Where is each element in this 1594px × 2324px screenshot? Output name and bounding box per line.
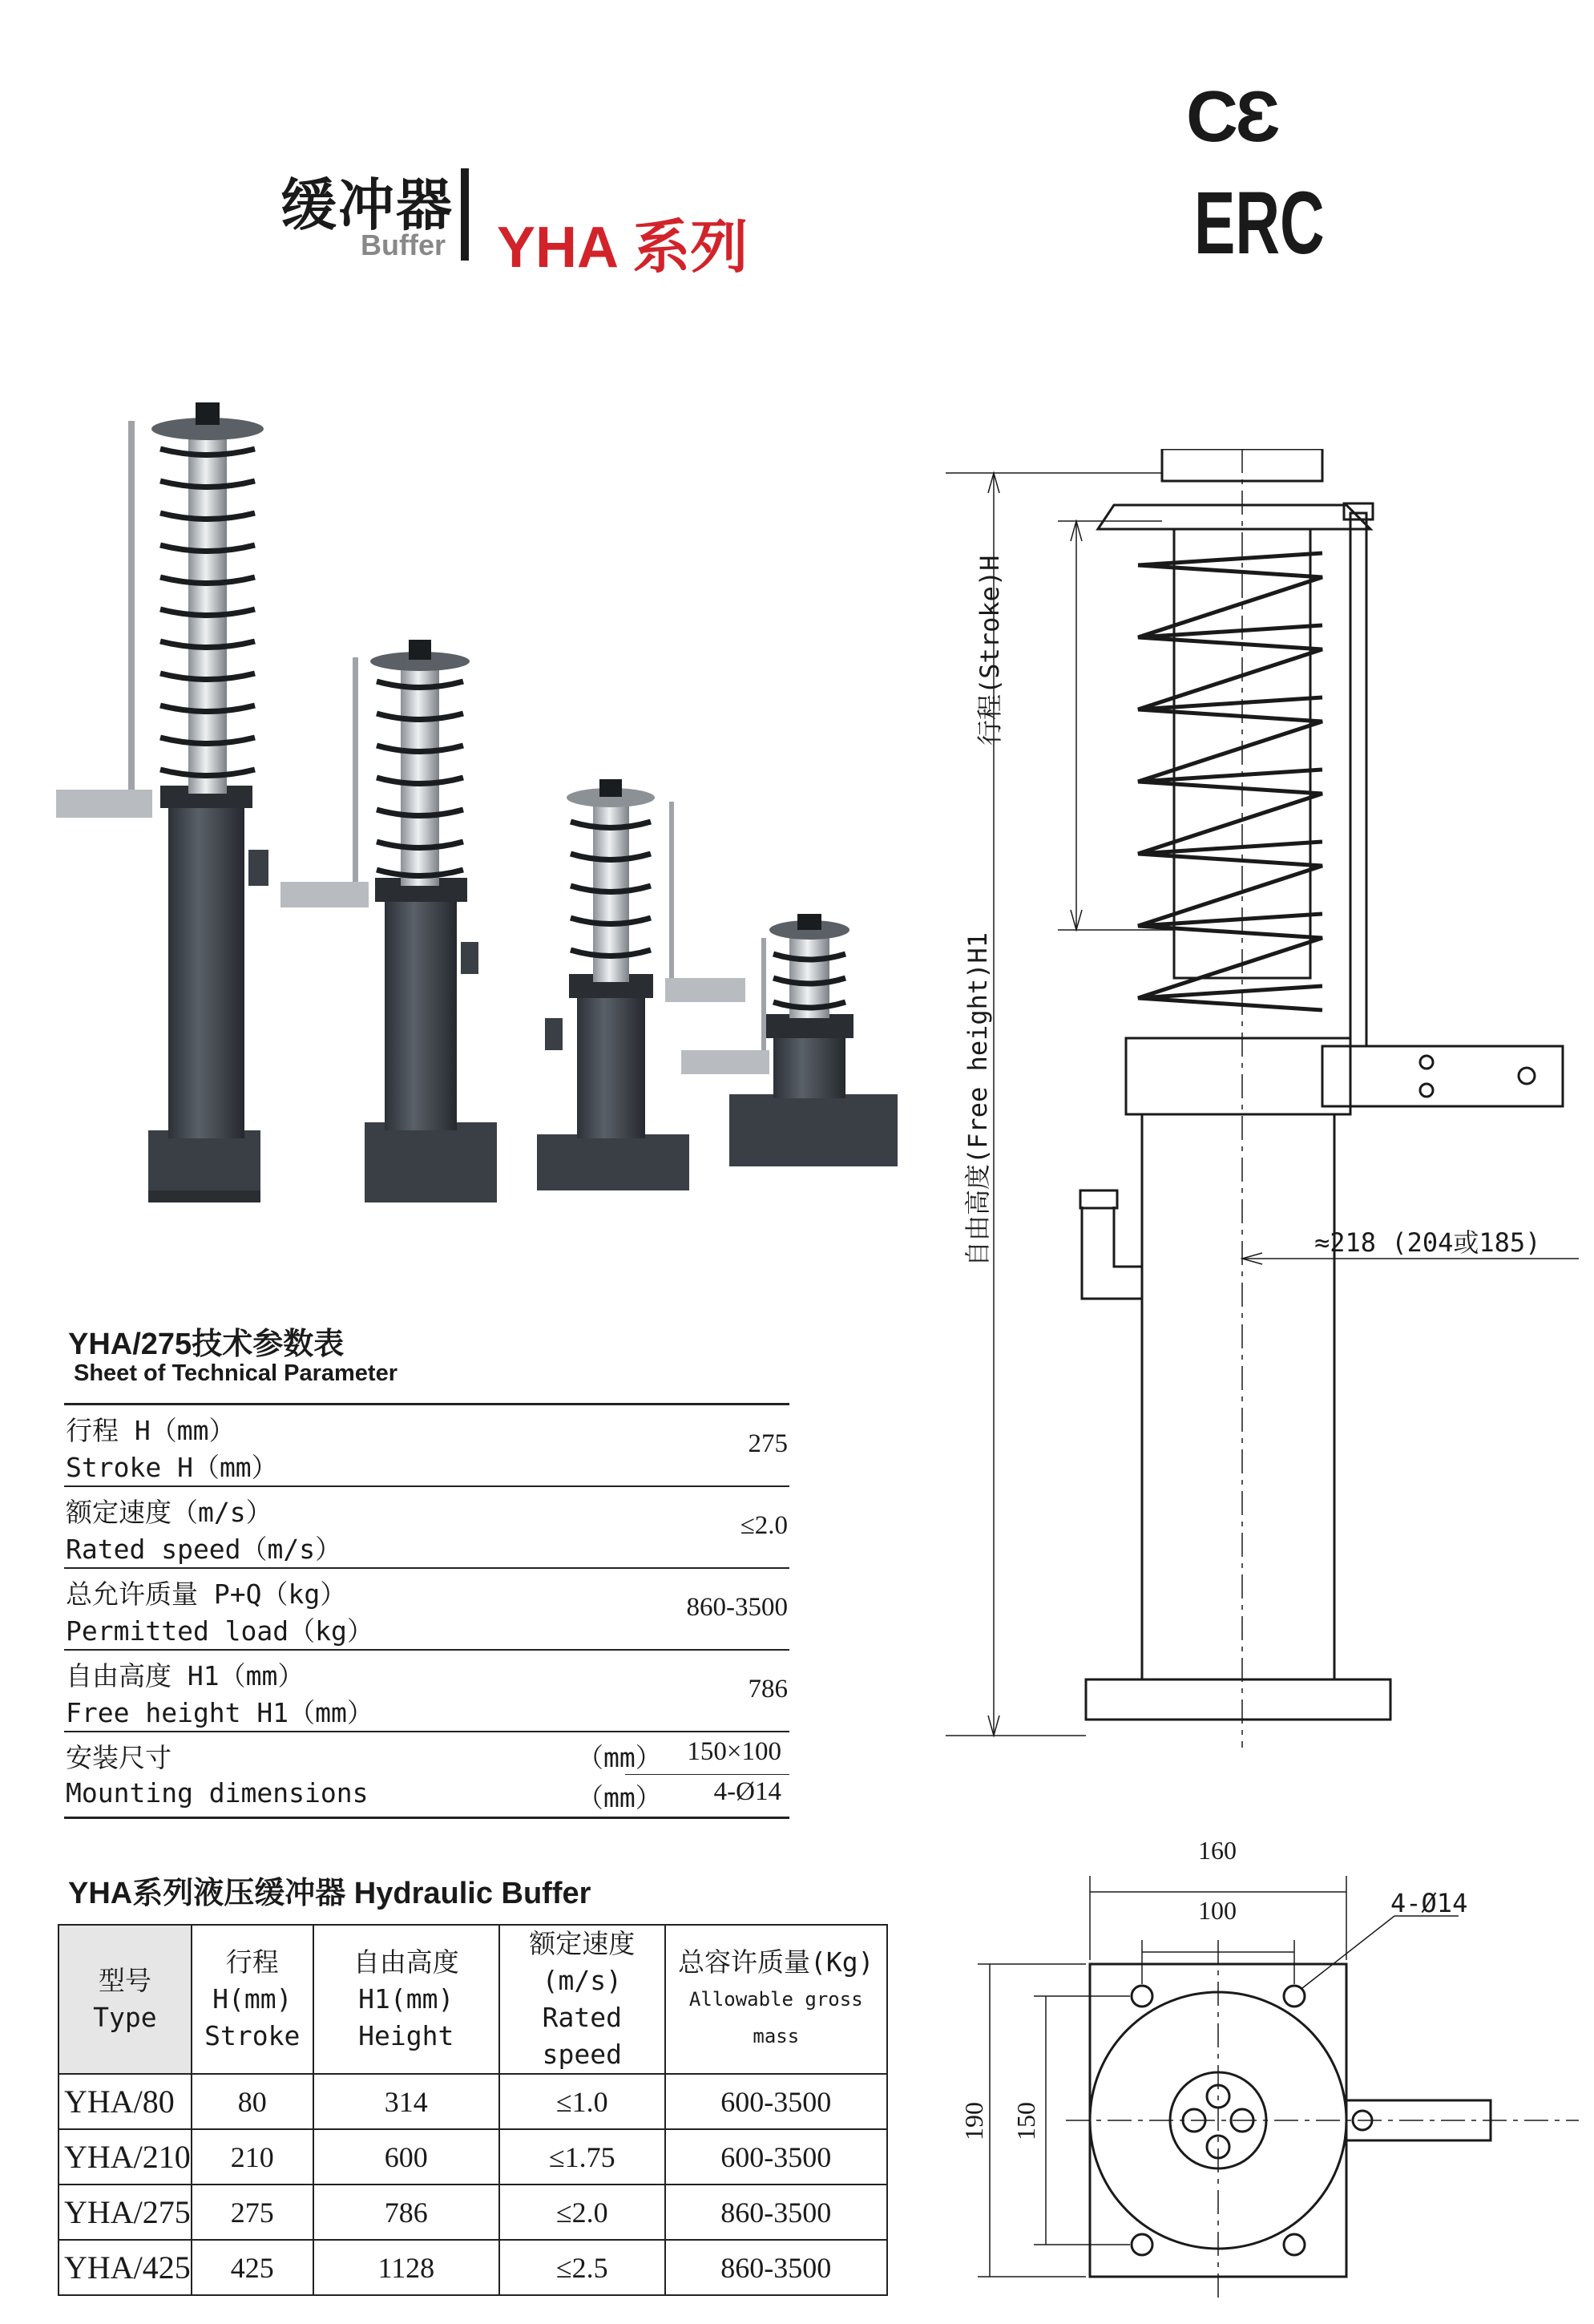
buffer-photo-4: [681, 914, 898, 1166]
mount-hole: [1132, 2234, 1152, 2255]
column-header: [313, 1925, 499, 2074]
table-row: [59, 2074, 887, 2129]
header-cn: 型号: [98, 1965, 151, 1996]
header-cn: 自由高度H1(mm): [353, 1946, 459, 2015]
column-header: [59, 1925, 192, 2074]
buffer-photo-1: [56, 402, 268, 1202]
header-en: Rated speed: [542, 2002, 622, 2070]
mount-hole: [1132, 1986, 1152, 2007]
mount-hole: [1284, 1986, 1305, 2007]
limit-switch: [1322, 1046, 1563, 1106]
buffer-table-title: YHA系列液压缓冲器 Hydraulic Buffer: [68, 1877, 591, 1910]
divider: [625, 1774, 789, 1775]
param-table-title: YHA/275技术参数表: [68, 1328, 345, 1361]
eac-mark-logo: ERC: [1194, 174, 1325, 273]
cylinder-head: [1126, 1038, 1350, 1114]
cell-mass: 860-3500: [665, 2240, 887, 2295]
plan-dim-holes: 4-Ø14: [1390, 1888, 1468, 1918]
buffer-photo-2: [280, 640, 497, 1202]
param-row: [64, 1651, 789, 1732]
plan-dim-190: 190: [959, 2102, 988, 2140]
switch-screw: [1420, 1056, 1433, 1069]
mounting-label-en: Mounting dimensions: [66, 1777, 369, 1809]
column-header: [192, 1925, 313, 2074]
buffer-photo-3: [537, 779, 745, 1190]
title-divider: [461, 168, 469, 261]
header-en: Type: [93, 2002, 157, 2033]
elevation-drawing: [946, 449, 1587, 1780]
centre-lines: [1066, 1940, 1579, 2301]
series-title: YHA 系列: [497, 216, 749, 280]
param-row: [64, 1405, 789, 1487]
param-row: [64, 1487, 789, 1569]
param-label-cn: 自由高度 H1（mm）: [66, 1660, 305, 1691]
cell-stroke: 275: [192, 2185, 313, 2240]
cell-type: YHA/425: [59, 2240, 192, 2295]
cell-stroke: 80: [192, 2074, 313, 2129]
mounting-value: 4-Ø14: [713, 1777, 781, 1806]
switch-screw: [1519, 1068, 1535, 1084]
header-en: Stroke: [204, 2020, 301, 2051]
header-cn: 额定速度(m/s): [529, 1928, 636, 1996]
plan-dim-150: 150: [1011, 2102, 1040, 2140]
product-photo: [48, 385, 914, 1235]
table-header-row: [59, 1925, 887, 2074]
buffer-table: [58, 1924, 888, 2296]
oil-cap: [1080, 1190, 1117, 1208]
header-cn: 行程H(mm): [212, 1946, 293, 2015]
param-label-en: Rated speed（m/s）: [66, 1534, 342, 1565]
base-plate: [1086, 1679, 1390, 1720]
cell-stroke: 210: [192, 2129, 313, 2185]
param-label-en: Stroke H（mm）: [66, 1452, 278, 1483]
param-label-en: Permitted load（kg）: [66, 1615, 373, 1647]
cell-mass: 600-3500: [665, 2074, 887, 2129]
cell-stroke: 425: [192, 2240, 313, 2295]
cell-speed: ≤1.75: [499, 2129, 665, 2185]
param-value: 275: [748, 1429, 788, 1458]
header-en: Allowable gross mass: [688, 1988, 863, 2047]
param-label-en: Free height H1（mm）: [66, 1697, 373, 1728]
cell-speed: ≤2.5: [499, 2240, 665, 2295]
title-en: Buffer: [361, 228, 446, 261]
param-row-mounting: [64, 1732, 789, 1819]
cell-type: YHA/275: [59, 2185, 192, 2240]
title-cn: 缓冲器: [280, 172, 454, 238]
cell-mass: 600-3500: [665, 2129, 887, 2185]
mounting-label-cn: 安装尺寸: [66, 1742, 172, 1773]
mounting-unit: （mm）: [577, 1742, 662, 1773]
plan-dim-100: 100: [1198, 1896, 1237, 1925]
switch-screw: [1420, 1084, 1433, 1097]
table-row: [59, 2240, 887, 2295]
table-row: [59, 2185, 887, 2240]
cell-height: 600: [313, 2129, 499, 2185]
switch-rod: [1350, 513, 1366, 1046]
header-cn: 总容许质量(Kg): [678, 1946, 874, 1978]
param-table-subtitle: Sheet of Technical Parameter: [74, 1360, 398, 1386]
cell-speed: ≤1.0: [499, 2074, 665, 2129]
param-table: [64, 1403, 789, 1819]
param-label-cn: 行程 H（mm）: [66, 1415, 236, 1446]
param-value: 860-3500: [686, 1593, 788, 1622]
stroke-dim: [1058, 521, 1174, 930]
width-label: ≈218 (204或185): [1314, 1227, 1541, 1258]
param-label-cn: 总允许质量 P+Q（kg）: [66, 1578, 347, 1610]
column-header: [499, 1925, 665, 2074]
header-en: Height: [358, 2020, 454, 2051]
param-value: ≤2.0: [740, 1511, 788, 1540]
param-row: [64, 1569, 789, 1651]
param-value: 786: [748, 1675, 788, 1704]
plan-dim-160: 160: [1198, 1836, 1237, 1865]
top-plate: [1098, 505, 1370, 529]
mounting-value: 150×100: [687, 1737, 781, 1766]
cell-height: 786: [313, 2185, 499, 2240]
param-label-cn: 额定速度（m/s）: [66, 1497, 272, 1528]
stroke-label: 行程(Stroke)H: [975, 555, 1005, 746]
spring: [1138, 553, 1322, 1010]
cylinder: [1142, 1114, 1334, 1679]
plan-drawing: [946, 1828, 1587, 2301]
cell-height: 314: [313, 2074, 499, 2129]
column-header: [665, 1925, 887, 2074]
cell-speed: ≤2.0: [499, 2185, 665, 2240]
mount-hole: [1284, 2234, 1305, 2255]
free-height-label: 自由高度(Free height)H1: [962, 932, 993, 1267]
table-row: [59, 2129, 887, 2185]
mounting-unit: （mm）: [577, 1782, 662, 1813]
cell-height: 1128: [313, 2240, 499, 2295]
cell-type: YHA/210: [59, 2129, 192, 2185]
oil-filler: [1082, 1206, 1142, 1299]
cell-type: YHA/80: [59, 2074, 192, 2129]
ce-mark-logo: CƐ: [1186, 77, 1277, 157]
cell-mass: 860-3500: [665, 2185, 887, 2240]
